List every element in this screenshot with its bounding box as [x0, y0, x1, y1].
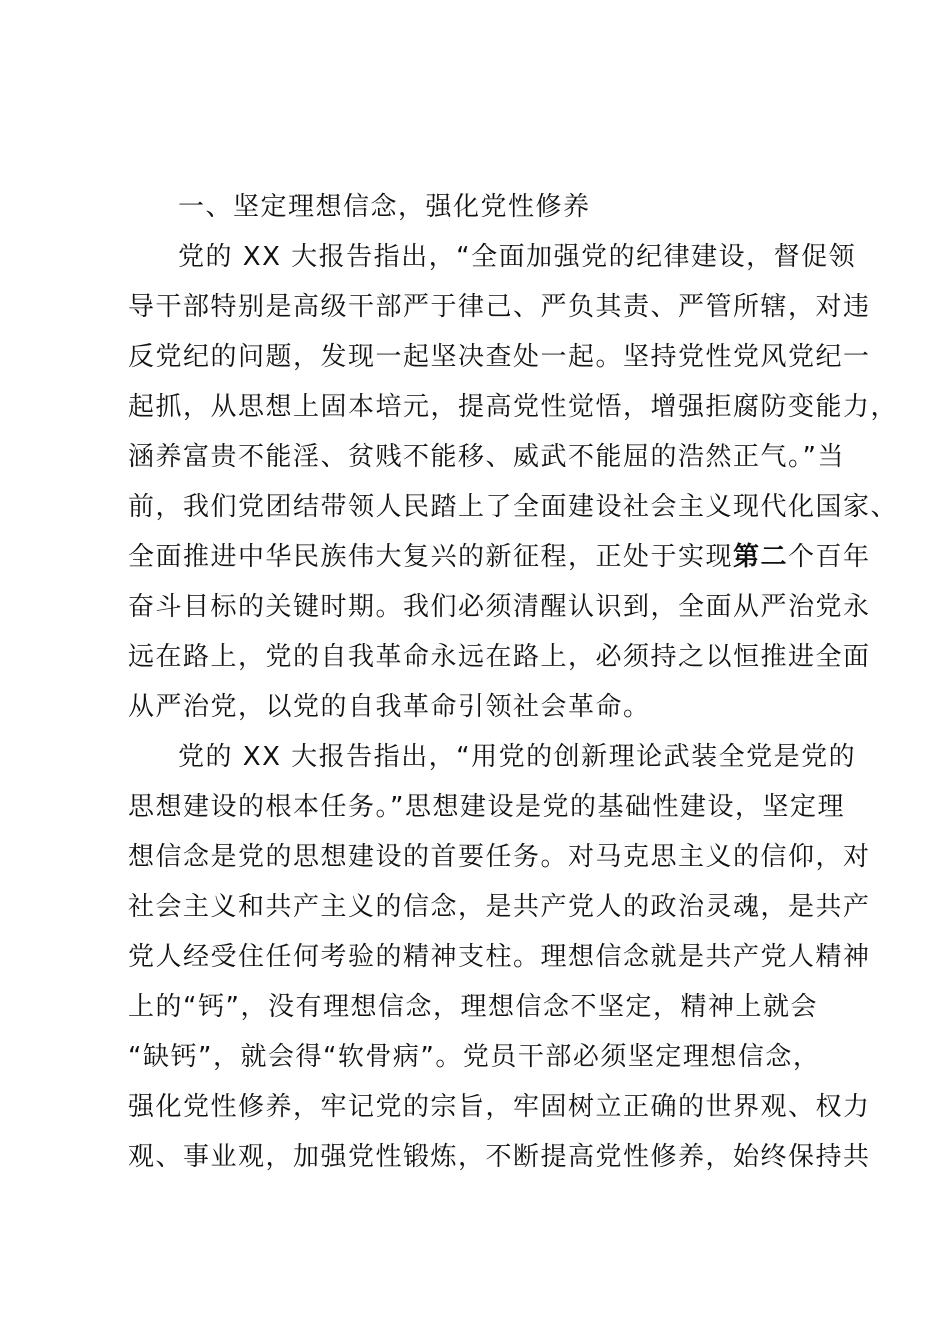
section-heading: 一、坚定理想信念，强化党性修养: [178, 192, 591, 222]
paragraph-2-line-1: 党的 XX 大报告指出，“用党的创新理论武装全党是党的: [178, 742, 857, 772]
paragraph-2-line-4: 社会主义和共产主义的信念，是共产党人的政治灵魂，是共产: [128, 892, 871, 922]
paragraph-1-line-10: 从严治党，以党的自我革命引领社会革命。: [128, 692, 651, 722]
paragraph-2-line-9: 观、事业观，加强党性锻炼，不断提高党性修养，始终保持共: [128, 1142, 871, 1172]
paragraph-1-line-6: 前，我们党团结带领人民踏上了全面建设社会主义现代化国家、: [128, 492, 899, 522]
paragraph-1-line-4: 起抓，从思想上固本培元，提高党性觉悟，增强拒腐防变能力，: [128, 392, 899, 422]
paragraph-1-line-7-bold-text: 第二: [733, 542, 789, 572]
paragraph-1-line-7: [128, 542, 871, 572]
paragraph-2-line-6: 上的“钙”，没有理想信念，理想信念不坚定，精神上就会: [128, 992, 818, 1022]
paragraph-1-line-9: 远在路上，党的自我革命永远在路上，必须持之以恒推进全面: [128, 642, 871, 672]
paragraph-2-line-2: 思想建设的根本任务。”思想建设是党的基础性建设，坚定理: [128, 792, 845, 822]
paragraph-2-line-3: 想信念是党的思想建设的首要任务。对马克思主义的信仰，对: [128, 842, 871, 872]
paragraph-1-line-2: 导干部特别是高级干部严于律己、严负其责、严管所辖，对违: [128, 292, 871, 322]
paragraph-1-line-7-text-a: 全面推进中华民族伟大复兴的新征程，正处于实现: [128, 542, 734, 572]
paragraph-2-line-5: 党人经受住任何考验的精神支柱。理想信念就是共产党人精神: [128, 942, 871, 972]
paragraph-1-line-8: 奋斗目标的关键时期。我们必须清醒认识到，全面从严治党永: [128, 592, 871, 622]
paragraph-1-line-1: 党的 XX 大报告指出，“全面加强党的纪律建设，督促领: [178, 242, 857, 272]
paragraph-2-line-8: 强化党性修养，牢记党的宗旨，牢固树立正确的世界观、权力: [128, 1092, 871, 1122]
paragraph-1-line-3: 反党纪的问题，发现一起坚决查处一起。坚持党性党风党纪一: [128, 342, 871, 372]
paragraph-1-line-7-text-b: 个百年: [788, 542, 871, 572]
paragraph-2-line-7: “缺钙”，就会得“软骨病”。党员干部必须坚定理想信念，: [128, 1042, 821, 1072]
paragraph-1-line-5: 涵养富贵不能淫、贫贱不能移、威武不能屈的浩然正气。”当: [128, 442, 845, 472]
